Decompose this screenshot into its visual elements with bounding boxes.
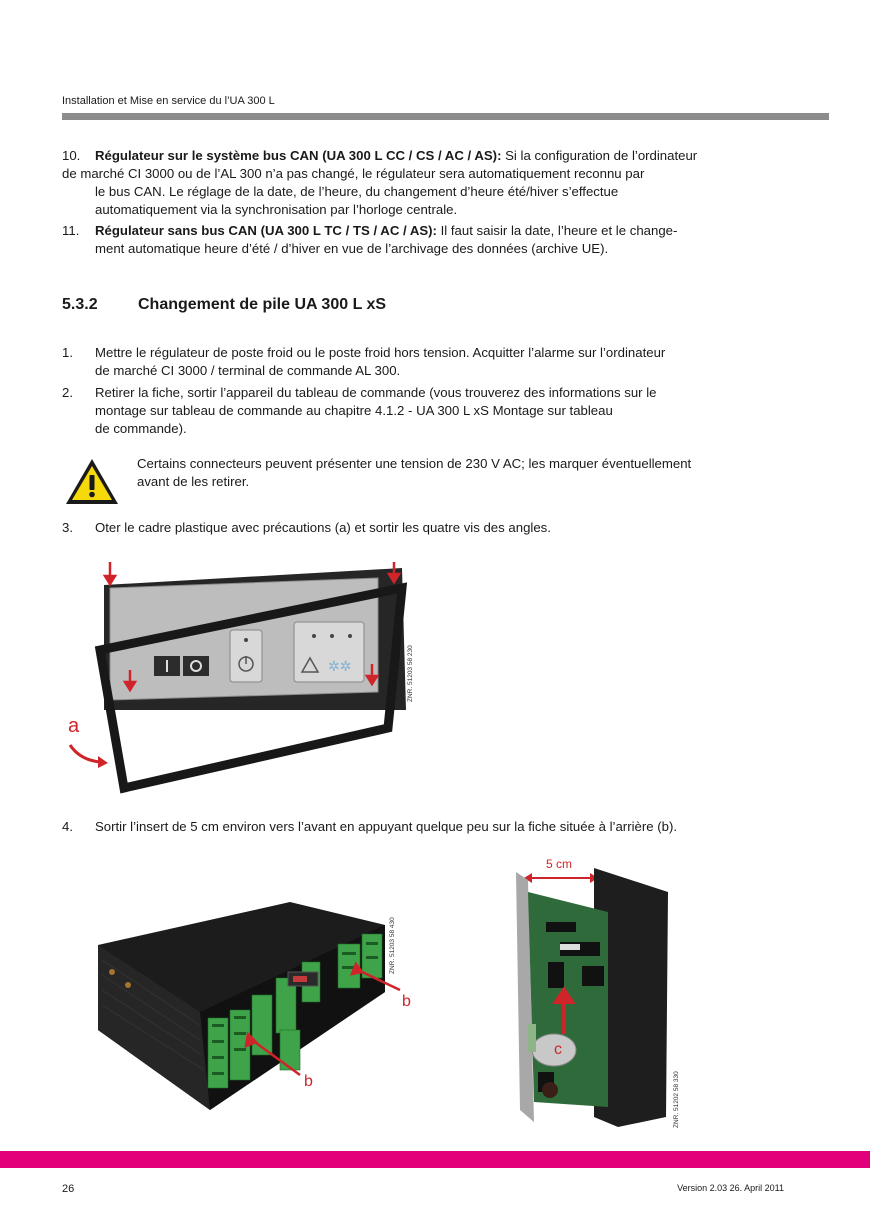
- item-heading: Régulateur sans bus CAN (UA 300 L TC / TS / AC / AS):: [95, 223, 437, 238]
- figure-label-a: a: [68, 715, 80, 737]
- step-4: [62, 818, 822, 836]
- step-text: Sortir l’insert de 5 cm environ vers l’avant en appuyant quelque peu sur la fiche située à l’arrière (b).: [95, 819, 678, 834]
- page-number: 26: [62, 1183, 75, 1195]
- item-text: le bus CAN. Le réglage de la date, de l’heure, du changement d’heure été/hiver s’effectue: [95, 184, 619, 199]
- version-info: Version 2.03 26. April 2011: [677, 1183, 784, 1193]
- step-text: Mettre le régulateur de poste froid ou le poste froid hors tension. Acquitter l’alarme sur l’ordinateur: [95, 345, 666, 360]
- figure-reference: ZNR. 51203 58 230: [407, 645, 414, 702]
- section-number: 5.3.2: [62, 296, 98, 313]
- list-item-11: [62, 222, 782, 258]
- figure-controller-frame: [62, 560, 422, 795]
- item-heading: Régulateur sur le système bus CAN (UA 300 L CC / CS / AC / AS):: [95, 148, 502, 163]
- item-text: de marché CI 3000 ou de l’AL 300 n’a pas changé, le régulateur sera automatiquement reconnu par: [62, 166, 645, 181]
- figure-insert-battery: [498, 852, 683, 1137]
- step-number: 2.: [62, 385, 73, 400]
- step-number: 1.: [62, 345, 73, 360]
- item-text: Il faut saisir la date, l’heure et le change-: [436, 223, 678, 238]
- section-heading: [62, 296, 386, 314]
- figure-controller-rear: [90, 900, 430, 1115]
- item-number: 10.: [62, 148, 81, 163]
- step-text: de marché CI 3000 / terminal de commande AL 300.: [95, 363, 401, 378]
- step-1: [62, 344, 782, 380]
- warning-text: [137, 455, 777, 491]
- header-rule: [62, 113, 829, 120]
- dimension-label: 5 cm: [546, 857, 573, 871]
- step-number: 4.: [62, 819, 73, 834]
- svg-text:✲✲: ✲✲: [328, 659, 352, 675]
- item-text: ment automatique heure d’été / d’hiver en vue de l’archivage des données (archive UE).: [95, 241, 609, 256]
- figure-reference: ZNR. 51203 58 430: [389, 917, 396, 974]
- figure-reference: ZNR. 51202 58 330: [673, 1071, 680, 1128]
- step-text: de commande).: [95, 421, 187, 436]
- step-2: [62, 384, 782, 438]
- section-title: Changement de pile UA 300 L xS: [138, 296, 387, 313]
- warning-triangle-icon: [64, 457, 120, 507]
- step-text: Retirer la fiche, sortir l’appareil du tableau de commande (vous trouverez des informations sur le: [95, 385, 657, 400]
- step-text: montage sur tableau de commande au chapitre 4.1.2 - UA 300 L xS Montage sur tableau: [95, 403, 613, 418]
- step-number: 3.: [62, 520, 73, 535]
- figure-label-b: b: [304, 1073, 313, 1090]
- warning-line: Certains connecteurs peuvent présenter une tension de 230 V AC; les marquer éventuellement: [137, 456, 692, 471]
- power-off-button-graphic: [183, 656, 209, 676]
- list-item-10: [62, 147, 782, 219]
- footer-accent-bar: [0, 1151, 870, 1168]
- figure-label-b: b: [402, 993, 411, 1010]
- item-text: automatiquement via la synchronisation par l’horloge centrale.: [95, 202, 458, 217]
- running-header: Installation et Mise en service du l’UA 300 L: [62, 95, 275, 107]
- step-text: Oter le cadre plastique avec précautions (a) et sortir les quatre vis des angles.: [95, 520, 551, 535]
- item-text: Si la configuration de l’ordinateur: [501, 148, 698, 163]
- step-3: [62, 519, 782, 537]
- figure-label-c: c: [554, 1041, 562, 1058]
- warning-line: avant de les retirer.: [137, 474, 250, 489]
- item-number: 11.: [62, 223, 80, 238]
